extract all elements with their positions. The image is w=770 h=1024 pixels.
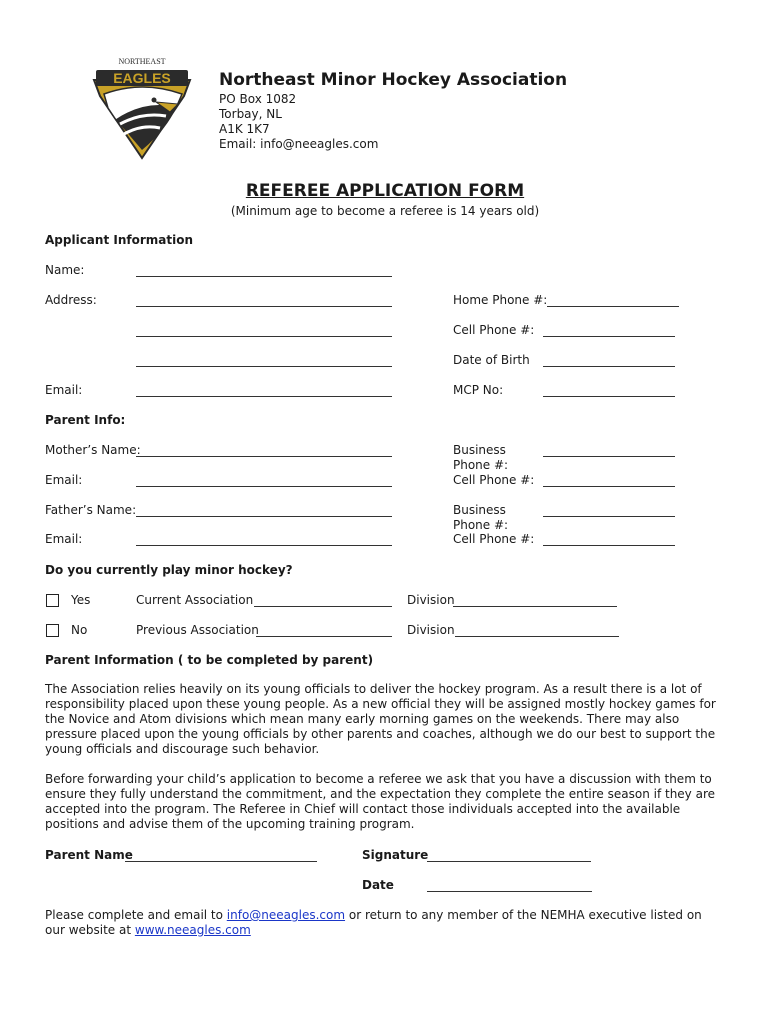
previous-association-field[interactable] xyxy=(256,636,392,637)
org-name: Northeast Minor Hockey Association xyxy=(219,70,568,90)
mother-cell-field[interactable] xyxy=(543,486,675,487)
signature-label: Signature xyxy=(362,848,429,862)
father-cell-field[interactable] xyxy=(543,545,675,546)
address-email: Email: info@neeagles.com xyxy=(219,137,379,151)
home-phone-field[interactable] xyxy=(547,306,679,307)
mother-email-field[interactable] xyxy=(136,486,392,487)
address-line-1: PO Box 1082 xyxy=(219,92,297,106)
email-label: Email: xyxy=(45,383,83,397)
footer-text-before: Please complete and email to xyxy=(45,908,227,922)
father-business-label: Business xyxy=(453,503,506,517)
dob-label: Date of Birth xyxy=(453,353,530,367)
division-field-1[interactable] xyxy=(453,606,617,607)
dob-field[interactable] xyxy=(543,366,675,367)
father-email-label: Email: xyxy=(45,532,83,546)
website-link[interactable]: www.neeagles.com xyxy=(134,923,251,937)
logo-main-text: EAGLES xyxy=(113,70,171,86)
email-field[interactable] xyxy=(136,396,392,397)
date-label: Date xyxy=(362,878,394,892)
mother-email-label: Email: xyxy=(45,473,83,487)
name-label: Name: xyxy=(45,263,85,277)
address-field-2[interactable] xyxy=(136,336,392,337)
address-line-3: A1K 1K7 xyxy=(219,122,270,136)
address-label: Address: xyxy=(45,293,97,307)
email-link[interactable]: info@neeagles.com xyxy=(226,908,346,922)
cell-phone-label: Cell Phone #: xyxy=(453,323,535,337)
eagles-logo xyxy=(86,50,198,162)
father-name-label: Father’s Name: xyxy=(45,503,137,517)
parent-name-field[interactable] xyxy=(125,861,317,862)
current-association-label: Current Association xyxy=(136,593,254,607)
mother-business-phone-field[interactable] xyxy=(543,456,675,457)
footer-text-middle: or return to any member of the NEMHA executive listed on our website at xyxy=(45,908,702,937)
parent-paragraph-2: Before forwarding your child’s application to become a referee we ask that you have a discussion with them to ensure they fully understand the commitment, and the expectation they complete the entire season if they are accepted into the program. The Referee in Chief will contact those individuals accepted into the available positions and advise them of the upcoming training program. xyxy=(45,772,716,831)
parent-section-title: Parent Information ( to be completed by parent) xyxy=(45,653,374,667)
cell-phone-field[interactable] xyxy=(543,336,675,337)
address-field-3[interactable] xyxy=(136,366,392,367)
no-label: No xyxy=(71,623,88,637)
division-label-2: Division xyxy=(407,623,455,637)
no-checkbox[interactable] xyxy=(46,624,59,637)
form-subtitle: (Minimum age to become a referee is 14 years old) xyxy=(230,204,540,218)
parent-info-title: Parent Info: xyxy=(45,413,126,427)
yes-label: Yes xyxy=(71,593,91,607)
footer-text xyxy=(45,908,725,938)
signature-field[interactable] xyxy=(427,861,591,862)
address-field-1[interactable] xyxy=(136,306,392,307)
parent-paragraph-1: The Association relies heavily on its young officials to deliver the hockey program. As a result there is a lot of responsibility placed upon these young people. As a new official they will be assigned mostly hockey games for the Novice and Atom divisions which mean many early morning games on the weekends. There may also pressure placed upon the young officials by other parents and coaches, although we do our best to support the young officials and discourage such behavior. xyxy=(45,682,716,756)
mother-cell-label: Cell Phone #: xyxy=(453,473,535,487)
mother-name-label: Mother’s Name: xyxy=(45,443,141,457)
current-association-field[interactable] xyxy=(254,606,392,607)
father-email-field[interactable] xyxy=(136,545,392,546)
applicant-section-title: Applicant Information xyxy=(45,233,193,247)
logo-top-text: NORTHEAST xyxy=(118,57,166,66)
address-line-2: Torbay, NL xyxy=(219,107,282,121)
father-business-phone-label: Phone #: xyxy=(453,518,509,532)
division-label-1: Division xyxy=(407,593,455,607)
mother-name-field[interactable] xyxy=(136,456,392,457)
yes-checkbox[interactable] xyxy=(46,594,59,607)
mother-business-phone-label: Phone #: xyxy=(453,458,509,472)
mcp-label: MCP No: xyxy=(453,383,504,397)
form-title: REFEREE APPLICATION FORM xyxy=(245,181,525,201)
mcp-field[interactable] xyxy=(543,396,675,397)
minor-hockey-question: Do you currently play minor hockey? xyxy=(45,563,293,577)
division-field-2[interactable] xyxy=(455,636,619,637)
previous-association-label: Previous Association xyxy=(136,623,259,637)
parent-name-label: Parent Name xyxy=(45,848,133,862)
mother-business-label: Business xyxy=(453,443,506,457)
name-field[interactable] xyxy=(136,276,392,277)
date-field[interactable] xyxy=(427,891,592,892)
home-phone-label: Home Phone #: xyxy=(453,293,548,307)
father-name-field[interactable] xyxy=(136,516,392,517)
father-business-phone-field[interactable] xyxy=(543,516,675,517)
father-cell-label: Cell Phone #: xyxy=(453,532,535,546)
